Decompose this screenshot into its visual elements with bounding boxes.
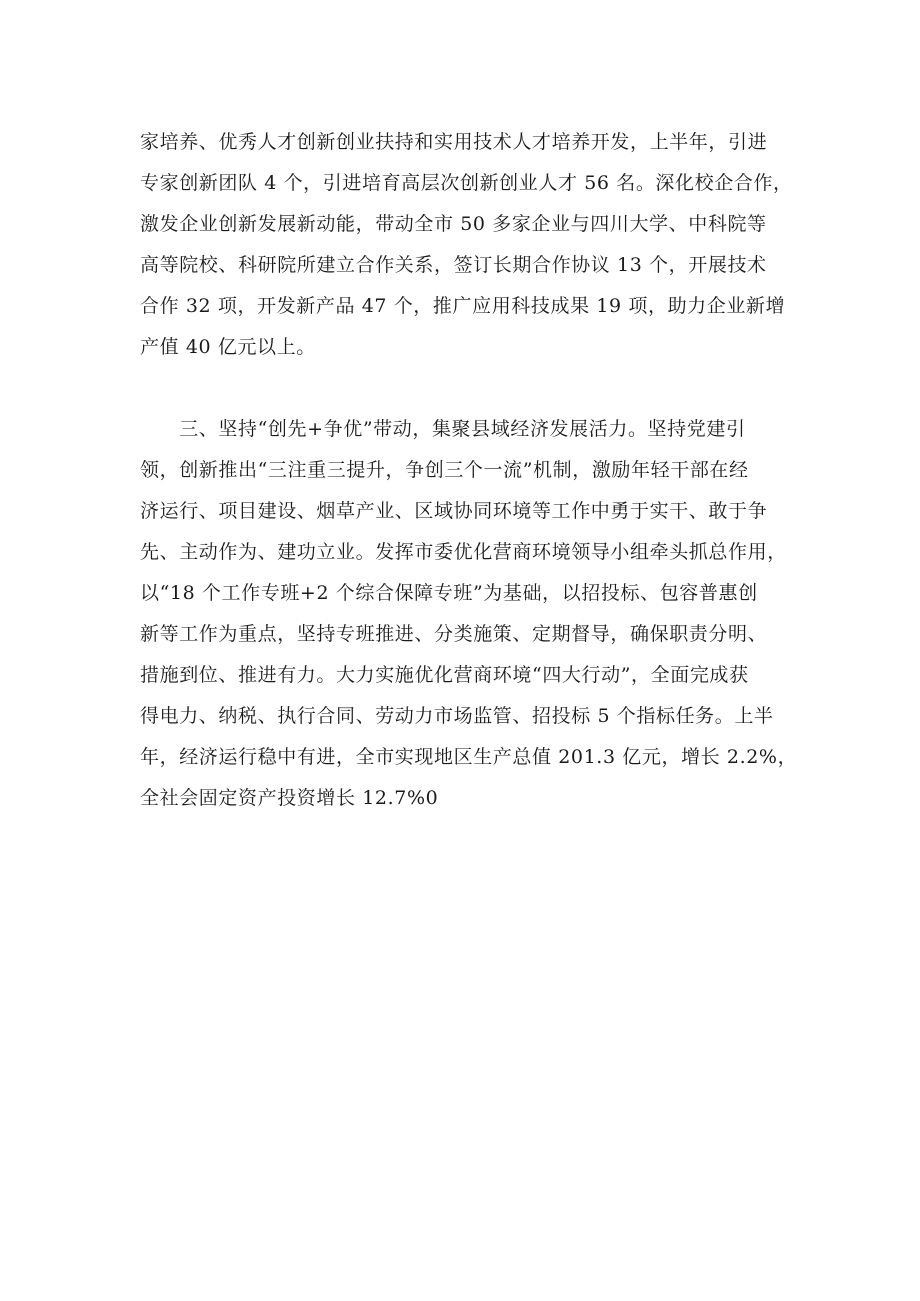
- text-line: 济运行、项目建设、烟草产业、区域协同环境等工作中勇于实干、敢于争: [140, 500, 768, 522]
- text-line: 激发企业创新发展新动能，带动全市 50 多家企业与四川大学、中科院等: [140, 213, 767, 235]
- text-line: 家培养、优秀人才创新创业扶持和实用技术人才培养开发，上半年，引进: [140, 131, 768, 153]
- text-line: 领，创新推出“三注重三提升，争创三个一流”机制，激励年轻干部在经: [140, 459, 749, 481]
- text-line: 年，经济运行稳中有进，全市实现地区生产总值 201.3 亿元，增长 2.2%，: [140, 746, 798, 768]
- text-line: 产值 40 亿元以上。: [140, 336, 316, 358]
- text-line: 高等院校、科研院所建立合作关系，签订长期合作协议 13 个，开展技术: [140, 254, 767, 276]
- text-line: 新等工作为重点，坚持专班推进、分类施策、定期督导，确保职责分明、: [140, 623, 768, 645]
- text-line: 措施到位、推进有力。大力实施优化营商环境“四大行动”，全面完成获: [140, 664, 749, 686]
- text-line: 先、主动作为、建功立业。发挥市委优化营商环境领导小组牵头抓总作用，: [140, 541, 787, 563]
- text-line: 全社会固定资产投资增长 12.7%0: [140, 787, 439, 809]
- paragraph-talent-cooperation: [140, 122, 793, 368]
- text-line: 专家创新团队 4 个，引进培育高层次创新创业人才 56 名。深化校企合作，: [140, 172, 793, 194]
- text-line: 以“18 个工作专班+2 个综合保障专班”为基础，以招投标、包容普惠创: [140, 582, 758, 604]
- paragraph-section-three: [140, 409, 798, 819]
- text-line: 三、坚持“创先+争优”带动，集聚县域经济发展活力。坚持党建引: [140, 418, 746, 440]
- text-line: 得电力、纳税、执行合同、劳动力市场监管、招投标 5 个指标任务。上半: [140, 705, 774, 727]
- text-line: 合作 32 项，开发新产品 47 个，推广应用科技成果 19 项，助力企业新增: [140, 295, 786, 317]
